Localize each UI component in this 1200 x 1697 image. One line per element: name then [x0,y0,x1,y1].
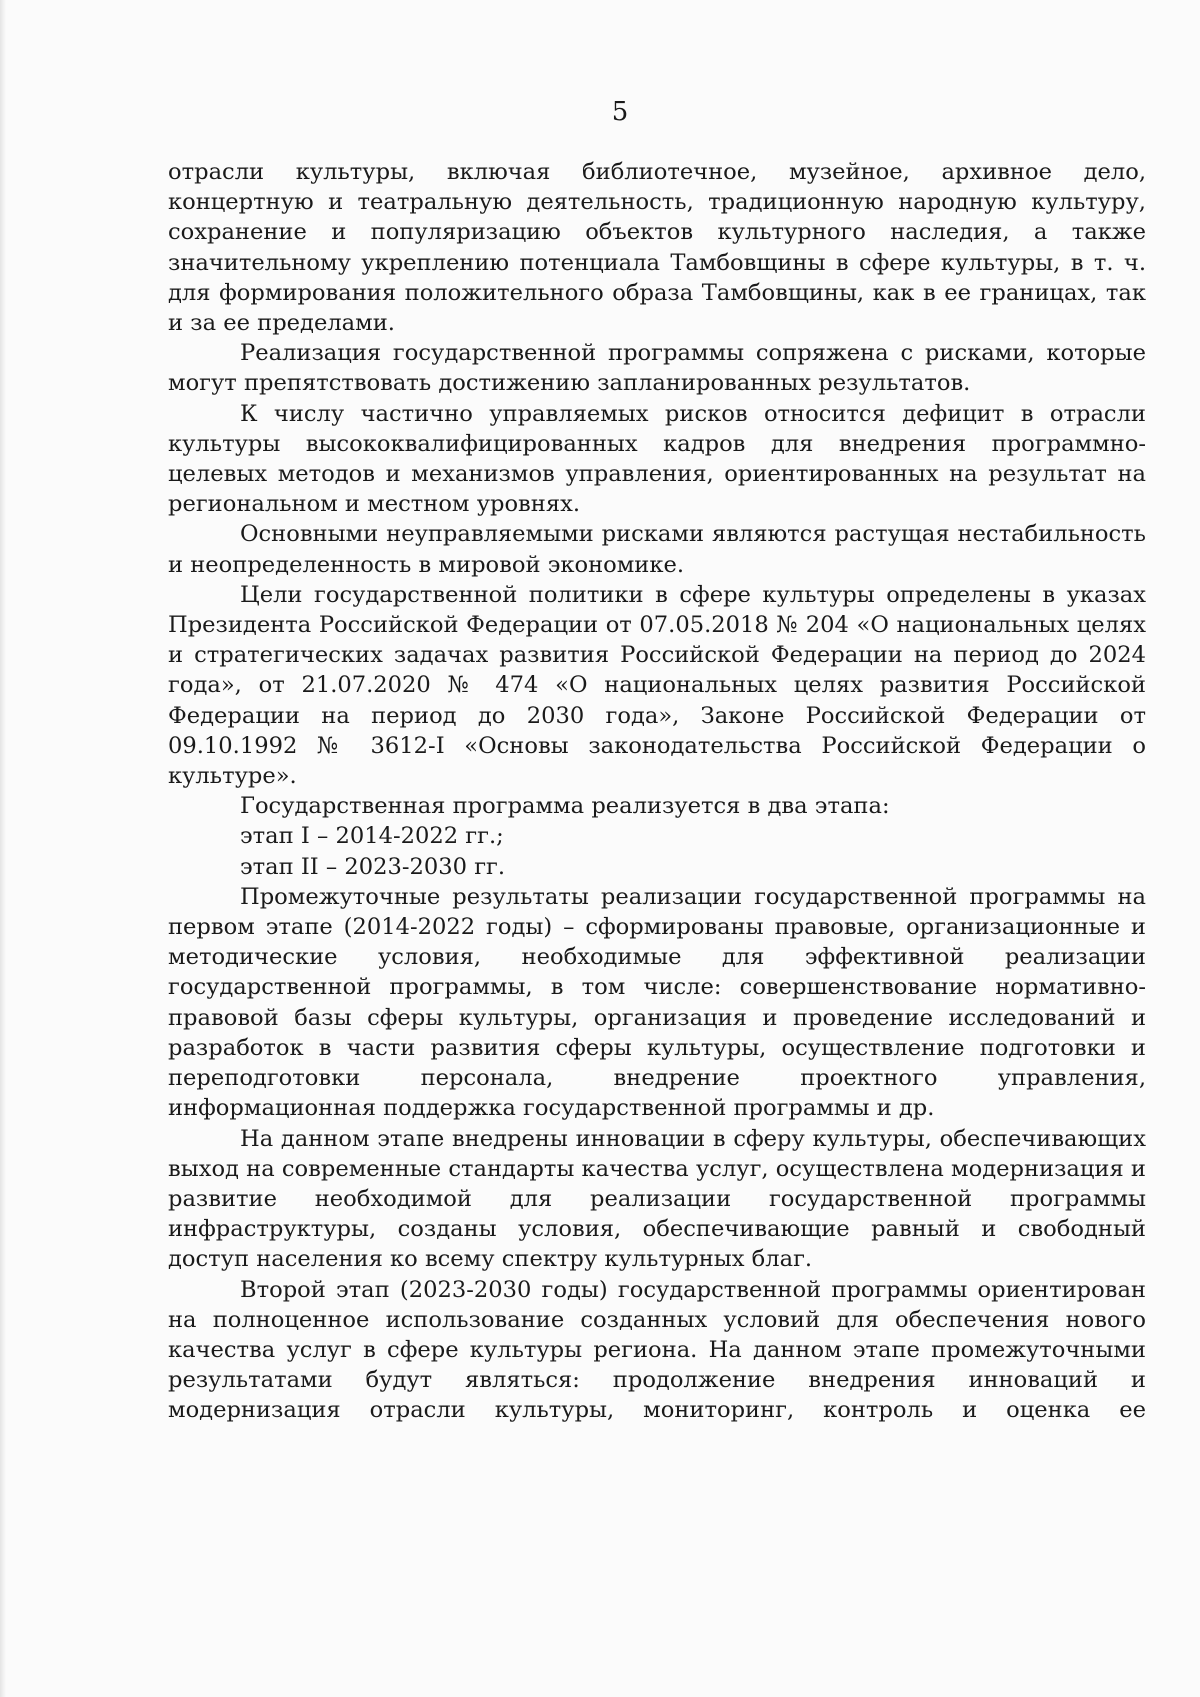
stage-2-line: этап II – 2023-2030 гг. [240,853,506,880]
body-text [168,157,1146,1426]
paragraph-11: Второй этап (2023-2030 годы) государственной программы ориентирован на полноценное использование созданных условий для обеспечения нового качества услуг в сфере культуры региона. На данном этапе промежуточными результатами будут являться: продолжение внедрения инноваций и модернизация отрасли культуры, мониторинг, контроль и оценка ее [168,1276,1146,1424]
paragraph-1: отрасли культуры, включая библиотечное, музейное, архивное дело, концертную и театральную деятельность, традиционную народную культуру, сохранение и популяризацию объектов культурного наследия, а также значительному укреплению потенциала Тамбовщины в сфере культуры, в т. ч. для формирования положительного образа Тамбовщины, как в ее границах, так и за ее пределами. [168,159,1146,337]
paragraph-6: Государственная программа реализуется в два этапа: [240,793,890,820]
paragraph-5: Цели государственной политики в сфере культуры определены в указах Президента Российской Федерации от 07.05.2018 № 204 «О национальных целях и стратегических задачах развития Российской Федерации на период до 2024 года», от 21.07.2020 № 474 «О национальных целях развития Российской Федерации на период до 2030 года», Законе Российской Федерации от 09.10.1992 № 3612-I «Основы законодательства Российской Федерации о культуре». [168,581,1146,790]
scan-edge-shadow [0,0,6,1697]
paragraph-3: К числу частично управляемых рисков относится дефицит в отрасли культуры высококвалифицированных кадров для внедрения программно-целевых методов и механизмов управления, ориентированных на результат на региональном и местном уровнях. [168,400,1146,518]
paragraph-9: Промежуточные результаты реализации государственной программы на первом этапе (2014-2022 годы) – сформированы правовые, организационные и методические условия, необходимые для эффективной реализации государственной программы, в том числе: совершенствование нормативно-правовой базы сферы культуры, организация и проведение исследований и разработок в части развития сферы культуры, осуществление подготовки и переподготовки персонала, внедрение проектного управления, информационная поддержка государственной программы и др. [168,883,1146,1122]
stage-1-line: этап I – 2014-2022 гг.; [240,823,504,850]
page-number: 5 [611,97,629,127]
paragraph-10: На данном этапе внедрены инновации в сферу культуры, обеспечивающих выход на современные стандарты качества услуг, осуществлена модернизация и развитие необходимой для реализации государственной программы инфраструктуры, созданы условия, обеспечивающие равный и свободный доступ населения ко всему спектру культурных благ. [168,1125,1146,1273]
paragraph-4: Основными неуправляемыми рисками являются растущая нестабильность и неопределенность в мировой экономике. [168,521,1146,578]
paragraph-2: Реализация государственной программы сопряжена с рисками, которые могут препятствовать достижению запланированных результатов. [168,340,1146,397]
